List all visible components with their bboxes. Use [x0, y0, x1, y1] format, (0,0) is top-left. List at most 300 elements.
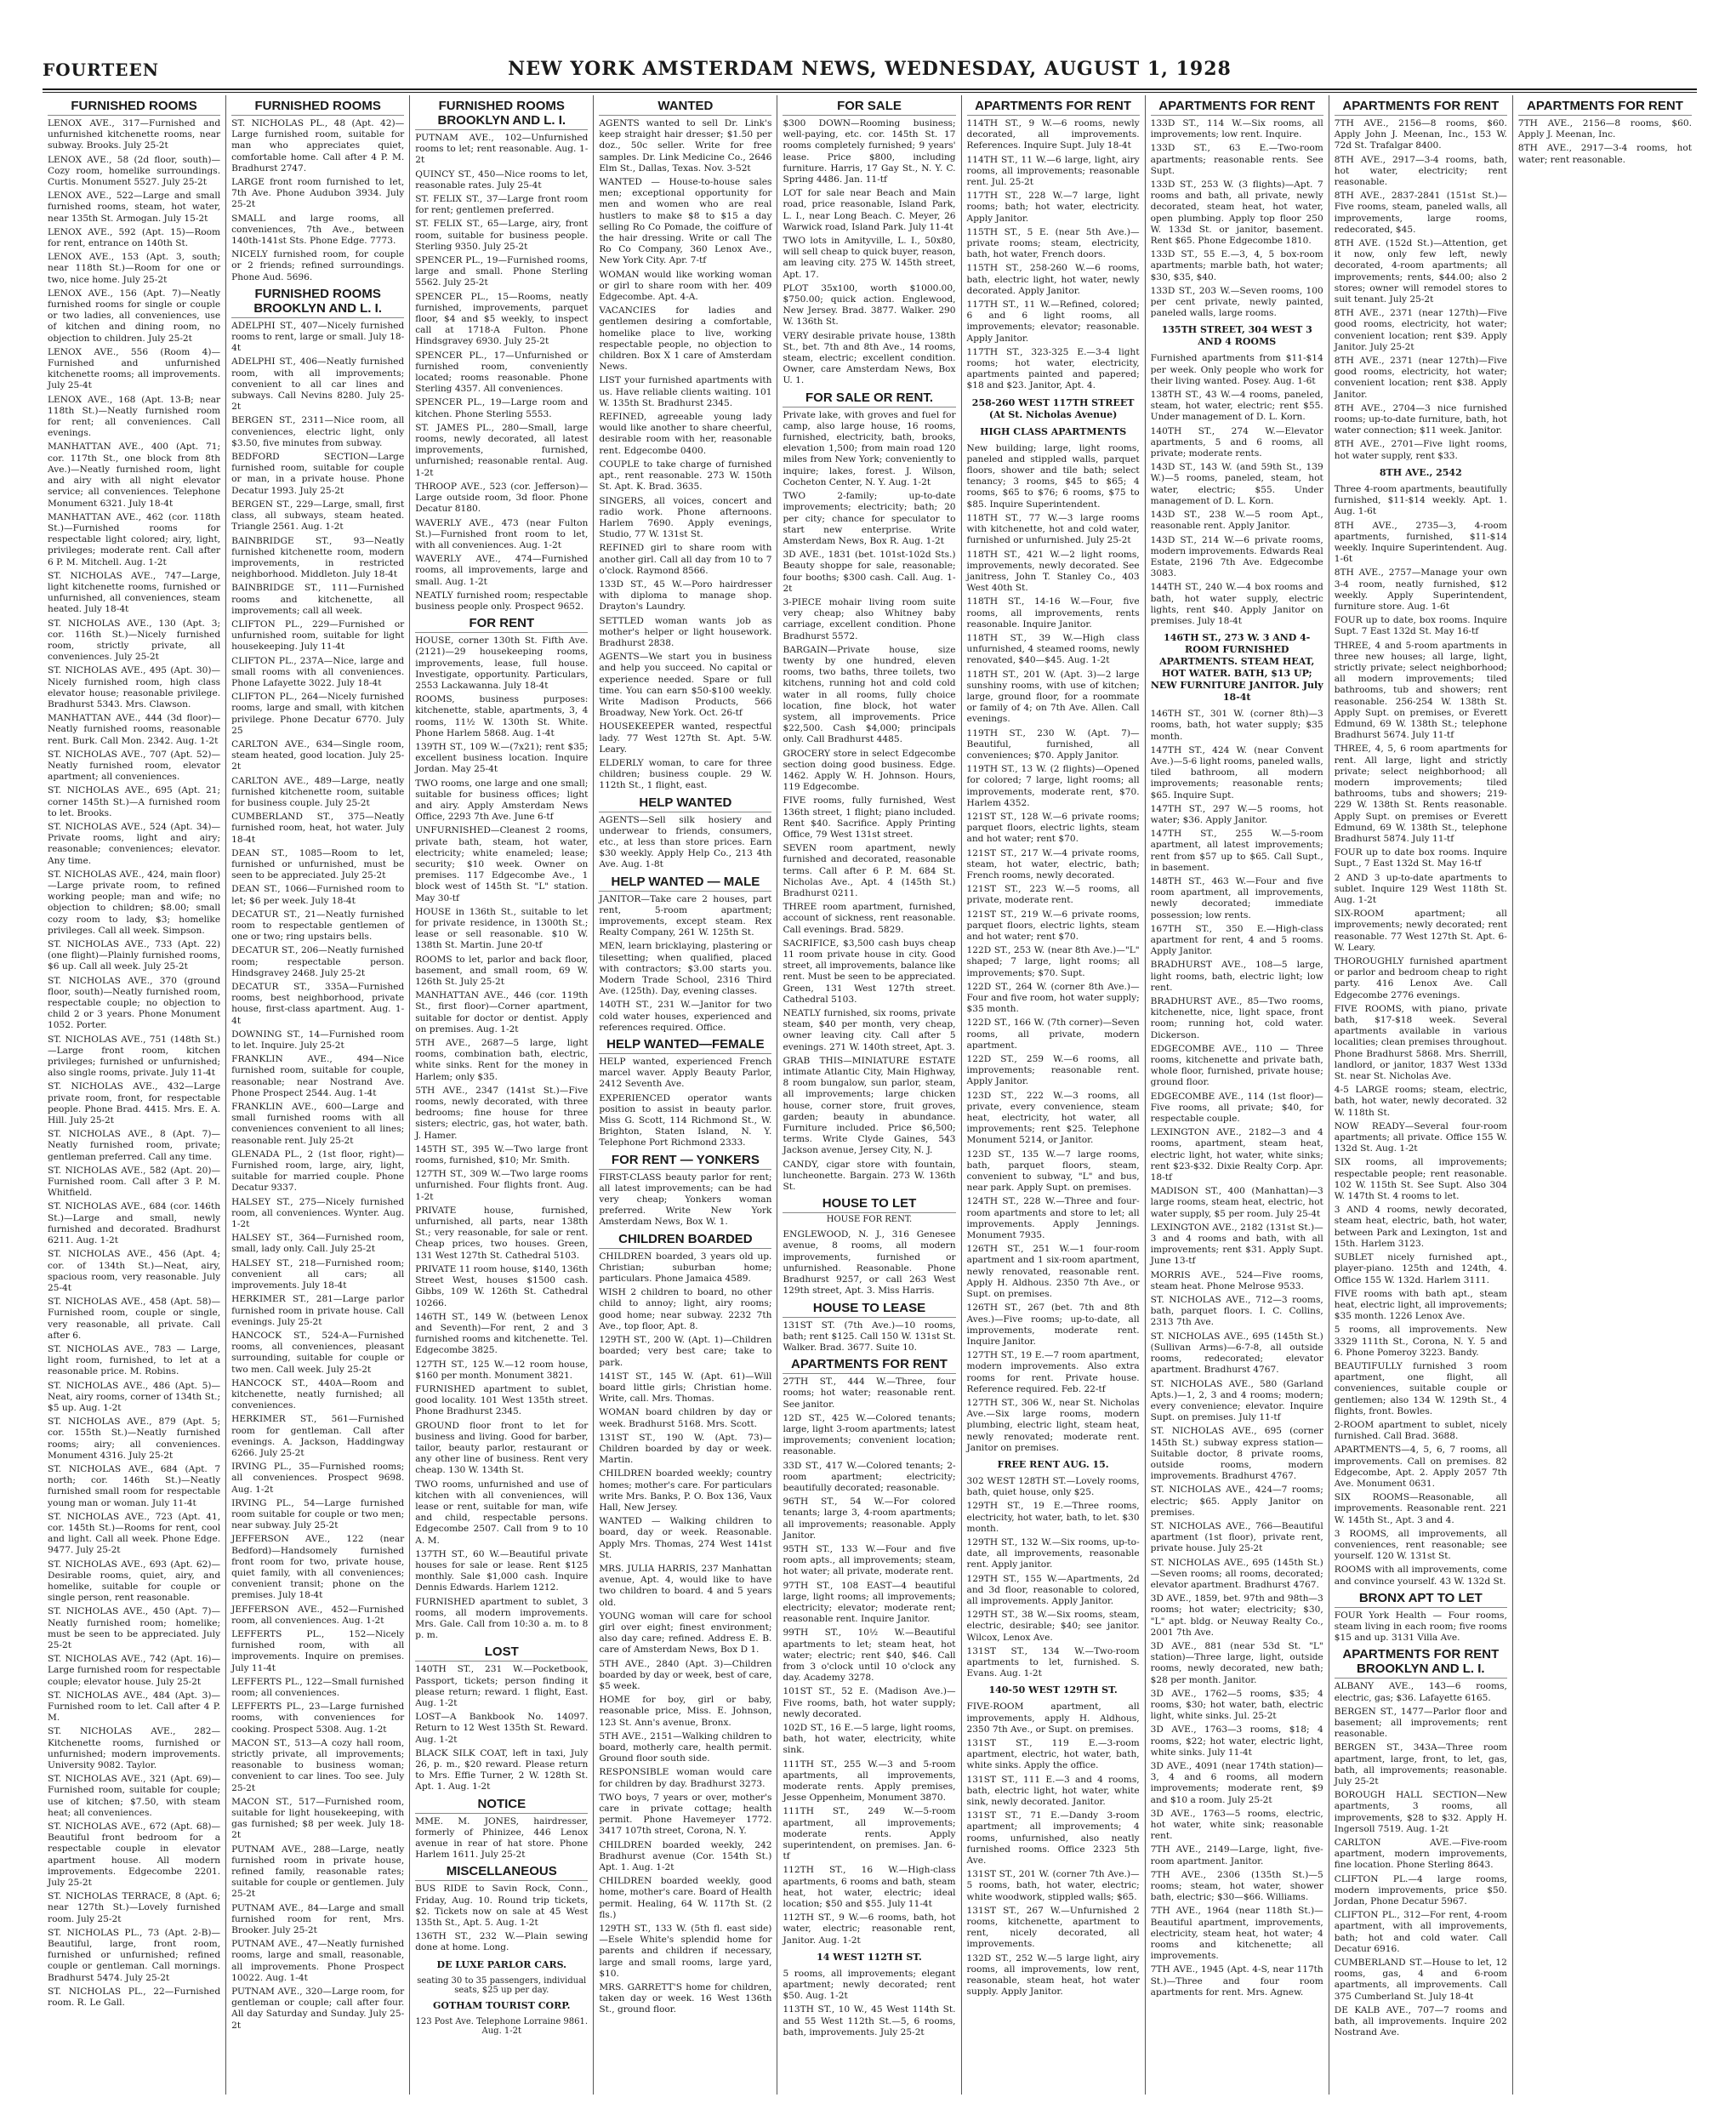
classified-ad: 97TH ST., 108 EAST—4 beautiful large, light rooms; all improvements; electricity; elevator; moderate rent; reasonable rent. Inquire Janitor.: [783, 1580, 956, 1625]
classified-ad: 119TH ST., 230 W. (Apt. 7)—Beautiful, furnished, all conveniences; $70. Apply Janitor.: [966, 727, 1140, 761]
classified-ad: 118TH ST., 77 W.—3 large rooms with kitchenette, hot and cold water, furnished or unfurnished. July 25-2t: [966, 512, 1140, 546]
section-heading: APARTMENTS FOR RENT: [783, 1357, 955, 1374]
classified-ad: WOMAN board children by day or week. Bradhurst 5168. Mrs. Scott.: [599, 1407, 772, 1429]
classified-ad: ST. NICHOLAS AVE., 282—Kitchenette rooms, furnished or unfurnished; modern improvements. University 9082. Taylor.: [48, 1726, 221, 1771]
classified-ad: BUS RIDE to Savin Rock, Conn., Friday, Aug. 10. Round trip tickets, $2. Tickets now on sale at 45 West 135th St., Apt. 5. Aug. 1-2t: [415, 1884, 589, 1929]
classified-ad: PUTNAM AVE., 288—Large, neatly furnished room in private house, refined family, reasonable rates; suitable for couple or gentlemen. July 25-2t: [231, 1844, 405, 1900]
classified-ad: ST. NICHOLAS AVE., 707 (Apt. 52)—Neatly furnished room, elevator apartment; all conveniences.: [48, 749, 221, 783]
classified-ad: 114TH ST., 11 W.—6 large, light, airy rooms, all improvements; reasonable rent. Jul. 25-2t: [966, 154, 1140, 188]
classified-ad: 131ST ST., 134 W.—Two-room apartments to let, furnished. S. Evans. Aug. 1-2t: [966, 1645, 1140, 1679]
classified-ad: PUTNAM AVE., 84—Large and small furnished room for rent, Mrs. Brooker. July 25-2t: [231, 1902, 405, 1936]
classified-ad: ST. NICHOLAS AVE., 580 (Garland Apts.)—1, 2, 3 and 4 rooms; modern; every convenience; elevator. Inquire Supt. on premises. July 11-tf: [1150, 1378, 1323, 1423]
classified-ad: BERGEN ST., 1477—Parlor floor and basement; all improvements; rent reasonable.: [1334, 1706, 1507, 1740]
classified-ad: HELP wanted, experienced French marcel waver. Apply Beauty Parlor, 2412 Seventh Ave.: [599, 1057, 772, 1090]
classified-ad: CLIFTON PL., 229—Furnished or unfurnished room, suitable for light housekeeping. July 11-4t: [231, 618, 405, 653]
classified-ad: Three 4-room apartments, beautifully furnished, $11-$14 weekly. Apt. 1. Aug. 1-6t: [1334, 483, 1507, 517]
display-notice: 14 WEST 112TH ST.: [817, 1951, 922, 1963]
classified-ad: WOMAN would like working woman or girl to share room with her. 409 Edgecombe. Apt. 4-A.: [599, 269, 772, 303]
classified-ad: BRADHURST AVE., 85—Two rooms, kitchenette, nice, light space, front room; running hot, cold water. Dickerson.: [1150, 996, 1323, 1040]
classified-ad: IRVING PL., 35—Furnished rooms; all conveniences. Prospect 9698. Aug. 1-2t: [231, 1462, 405, 1495]
classified-ad: 12D ST., 425 W.—Colored tenants; large, light 3-room apartments; latest improvements; convenient location; reasonable.: [783, 1412, 956, 1457]
classified-ad: ST. NICHOLAS AVE., 783 — Large, light room, furnished, to let at a reasonable price. M. Robins.: [48, 1343, 221, 1377]
notice-subline: seating 30 to 35 passengers, individual seats, $25 up per day.: [417, 1975, 587, 1995]
classified-ad: 117TH ST., 323-325 E.—3-4 light rooms; hot water, electricity, apartments painted and papered; $18 and $23. Janitor, Apt. 4.: [966, 346, 1140, 391]
classified-ad: 121ST ST., 128 W.—6 private rooms; parquet floors, electric lights, steam and hot water; rent $70.: [966, 811, 1140, 845]
section-heading: NOTICE: [415, 1797, 588, 1814]
classified-ad: 102D ST., 16 E.—5 large, light rooms, bath, hot water, electricity, white sink.: [783, 1723, 956, 1756]
column-2: [226, 95, 410, 2095]
classified-ad: 140TH ST., 274 W.—Elevator apartments, 5 and 6 rooms, all private; moderate rents.: [1150, 425, 1323, 459]
classified-ad: CLIFTON PL., 312—For rent, 4-room apartment, with all improvements, bath; hot and cold water. Call Decatur 6916.: [1334, 1910, 1507, 1954]
classified-ad: 144TH ST., 240 W.—4 box rooms and bath, hot water supply, electric lights, rent $40. Apply Janitor on premises. July 18-4t: [1150, 582, 1323, 626]
classified-ad: LOT for sale near Beach and Main road, price reasonable, Island Park, L. I., near Long Beach. C. Meyer, 26 Warwick road, Island Park. July 11-4t: [783, 188, 956, 232]
section-heading: MISCELLANEOUS: [415, 1864, 588, 1881]
classified-ad: FIVE ROOMS, with piano, private bath, $17-$18 week. Several apartments available in various localities; clean premises throughout. Phone Bradhurst 5868. Mrs. Sherrill, landlord, or janitor, 1837 West 133d St. near St. Nicholas Ave.: [1334, 1003, 1507, 1082]
column-4: [594, 95, 777, 2095]
classified-ad: MANHATTAN AVE., 444 (3d floor)—Neatly furnished rooms, reasonable rent. Burk. Call Mon. 2342. Aug. 1-2t: [48, 713, 221, 746]
classified-ad: MANHATTAN AVE., 400 (Apt. 71; cor. 117th St., one block from 8th Ave.)—Neatly furnished room, light and airy with all night elevator service; all conveniences. Telephone Monument 6321. July 18-4t: [48, 442, 221, 509]
classified-ad: CARLTON AVE., 634—Single room, steam heated, good location. July 25-2t: [231, 738, 405, 772]
classified-ad: BLACK SILK COAT, left in taxi, July 26, p. m., $20 reward. Please return to Mrs. Effie Turner, 2 W. 128th St. Apt. 1. Aug. 1-2t: [415, 1747, 589, 1793]
classified-ad: PRIVATE 11 room house, $140, 136th Street West, houses $1500 cash. Gibbs, 109 W. 126th St. Cathedral 10266.: [415, 1263, 589, 1308]
classified-ad: ST. NICHOLAS AVE., 424—7 rooms; electric; $65. Apply Janitor on premises.: [1150, 1485, 1323, 1518]
column-3: [410, 95, 594, 2095]
classified-ad: AGENTS—We start you in business and help you succeed. No capital or experience needed. Spare or full time. You can earn $50-$100 weekly. Write Madison Products, 566 Broadway, New York. Oct. 26-tf: [599, 652, 772, 719]
classified-ad: BERGEN ST., 2311—Nice room, all conveniences, electric light, only $3.50, five minutes from subway.: [231, 415, 405, 448]
classified-ad: 111TH ST., 255 W.—3 and 5-room apartments, all improvements, moderate rents. Apply premises, Jesse Oppenheim, Monument 3870.: [783, 1758, 956, 1804]
classified-ad: 133D ST., 253 W. (3 flights)—Apt. 7 rooms and bath, all private, newly decorated, steam heat, hot water, open plumbing. Apply top floor 250 W. 133d St. or janitor, basement. Rent $65. Phone Edgecombe 1810.: [1150, 180, 1323, 247]
classified-ad: 143D ST., 214 W.—6 private rooms, modern improvements. Edwards Real Estate, 2196 7th Ave. Edgecombe 3083.: [1150, 534, 1323, 579]
classified-ad: 123D ST., 135 W.—7 large rooms, bath, parquet floors, steam, convenient to subway, "L" and bus, near park. Apply Supt. on premises.: [966, 1148, 1140, 1194]
classified-ad: CARLTON AVE.—Five-room apartment, modern improvements, fine location. Phone Sterling 8643.: [1334, 1838, 1507, 1871]
display-notice: FREE RENT AUG. 15.: [997, 1458, 1109, 1470]
classified-ad: 122D ST., 166 W. (7th corner)—Seven rooms, all private, modern apartment.: [966, 1017, 1140, 1051]
classified-ad: 118TH ST., 421 W.—2 light rooms, improvements, newly decorated. See janitress, John T. Stanley Co., 403 West 40th St.: [966, 549, 1140, 594]
classified-ad: GROUND floor front to let for business and living. Good for barber, tailor, beauty parlor, restaurant or any other line of business. Rent very cheap. 130 W. 134th St.: [415, 1420, 589, 1476]
classified-ad: CHILDREN boarded, 3 years old up. Christian; suburban home; particulars. Phone Jamaica 4589.: [599, 1251, 772, 1285]
classified-ad: IRVING PL., 54—Large furnished room suitable for couple or two men; near subway. July 25-2t: [231, 1497, 405, 1531]
classified-ad: WISH 2 children to board, no other child to annoy; light, airy rooms; good home; near subway. 2232 7th Ave., top floor, Apt. 8.: [599, 1287, 772, 1331]
display-notice: 140-50 WEST 129TH ST.: [988, 1684, 1118, 1696]
classified-ad: ST. NICHOLAS AVE., 524 (Apt. 34)—Private rooms, light and airy; reasonable; conveniences; elevator. Any time.: [48, 821, 221, 866]
classified-ad: 131ST ST., 190 W. (Apt. 73)—Children boarded by day or week. Martin.: [599, 1432, 772, 1466]
classified-ad: 2-ROOM apartment to sublet, nicely furnished. Call Brad. 3688.: [1334, 1419, 1507, 1442]
column-1: [43, 95, 226, 2095]
classified-ad: 7TH AVE., 1964 (near 118th St.)—Beautiful apartment, improvements, electricity, steam heat, hot water; 4 rooms and kitchenette; all improvements.: [1150, 1906, 1323, 1962]
classified-ad: SACRIFICE, $3,500 cash buys cheap 11 room private house in city. Good street, all improvements, balance like rent. Must be seen to be appreciated. Green, 131 West 127th street. Cathedral 5103.: [783, 938, 956, 1005]
classified-ad: VACANCIES for ladies and gentlemen desiring a comfortable, homelike place to live, working respectable people, no objection to children. Box X 1 care of Amsterdam News.: [599, 305, 772, 373]
classified-ad: BAINBRIDGE ST., 111—Furnished rooms and kitchenette, all improvements; call all week.: [231, 583, 405, 616]
classified-ad: FRANKLIN AVE., 494—Nice furnished room, suitable for couple, reasonable; near Nostrand Ave. Phone Prospect 2544. Aug. 1-4t: [231, 1054, 405, 1098]
section-heading: APARTMENTS FOR RENT: [1335, 99, 1507, 116]
classified-ad: 114TH ST., 9 W.—6 rooms, newly decorated, all improvements. References. Inquire Supt. July 18-4t: [966, 118, 1140, 151]
classified-ad: ST. NICHOLAS AVE., 495 (Apt. 30)—Nicely furnished room, high class elevator house; reasonable privilege. Bradhurst 5343. Mrs. Clawson.: [48, 665, 221, 710]
classified-ad: ST. NICHOLAS AVE., 684 (Apt. 7 north; cor. 146th St.)—Neatly furnished small room for respectable young man or woman. July 11-4t: [48, 1463, 221, 1508]
display-notice: GOTHAM TOURIST CORP.: [433, 1999, 571, 2011]
classified-ad: APARTMENTS—4, 5, 6, 7 rooms, all improvements. Call on premises. 82 Edgecombe, Apt. 2. Apply 2057 7th Ave. Monument 0631.: [1334, 1445, 1507, 1489]
classified-ad: ST. NICHOLAS AVE., 432—Large private room, front, for respectable people. Phone Brad. 4415. Mrs. E. A. Hill. July 25-2t: [48, 1081, 221, 1126]
classified-ad: 129TH ST., 38 W.—Six rooms, steam, electric, desirable; $40; see janitor. Wilcox, Lenox Ave.: [966, 1610, 1140, 1643]
classified-ad: 147TH ST., 424 W. (near Convent Ave.)—5-6 light rooms, paneled walls, tiled bathroom, all modern improvements; reasonable rents; $65. Inquire Supt.: [1150, 744, 1323, 801]
classified-ad: 302 WEST 128TH ST.—Lovely rooms, bath, quiet house, only $25.: [966, 1475, 1140, 1498]
classified-ad: CLIFTON PL., 237A—Nice, large and small rooms with all conveniences. Phone Lafayette 3022. July 18-4t: [231, 655, 405, 688]
classified-ad: 5TH AVE., 2347 (141st St.)—Five rooms, newly decorated, with three bedrooms; fine house for three sisters; electric, gas, hot water, bath. J. Hamer.: [415, 1085, 589, 1141]
classified-ad: HERKIMER ST., 281—Large parlor furnished room in private house. Call evenings. July 25-2t: [231, 1294, 405, 1327]
classified-ad: ST. NICHOLAS AVE., 582 (Apt. 20)—Furnished room. Call after 3 P. M. Whitfield.: [48, 1165, 221, 1199]
classified-ad: 3-PIECE mohair living room suite very cheap; also Whitney baby carriage, excellent condition. Phone Bradhurst 5572.: [783, 596, 956, 641]
classified-ad: LIST your furnished apartments with us. Have reliable clients waiting. 101 W. 135th St. Bradhurst 2345.: [599, 375, 772, 408]
classified-ad: ST. NICHOLAS AVE., 751 (148th St.)—Large front room, kitchen privileges; furnished or unfurnished; also single rooms, private. July 11-4t: [48, 1034, 221, 1079]
classified-ad: LOST—A Bankbook No. 14097. Return to 12 West 135th St. Reward. Aug. 1-2t: [415, 1712, 589, 1745]
classified-ad: 3 ROOMS, all improvements, all conveniences, rent reasonable; see yourself. 120 W. 131st St.: [1334, 1528, 1507, 1562]
classified-ad: THOROUGHLY furnished apartment or parlor and bedroom cheap to right party. 416 Lenox Ave. Call Edgecombe 2776 evenings.: [1334, 956, 1507, 1000]
section-heading: HELP WANTED — MALE: [599, 875, 771, 892]
classified-ad: LEXINGTON AVE., 2182—3 and 4 rooms, apartment, steam heat, electric light, hot water, white sinks; rent $23-$32. Dixie Realty Corp. Apr. 18-tf: [1150, 1127, 1323, 1183]
classified-ad: EDGECOMBE AVE., 114 (1st floor)—Five rooms, all private; $40, for respectable couple.: [1150, 1091, 1323, 1125]
section-heading: FOR SALE: [783, 99, 955, 116]
classified-ad: 129TH ST., 19 E.—Three rooms, electricity, hot water, bath, to let. $30 month.: [966, 1501, 1140, 1534]
classified-ad: ST. NICHOLAS AVE., 672 (Apt. 68)—Beautiful front bedroom for a respectable couple in elevator apartment house. All modern improvements. Edgecombe 2201. July 25-2t: [48, 1821, 221, 1889]
classified-ad: LENOX AVE., 317—Furnished and unfurnished kitchenette rooms, near subway. Brooks. July 25-2t: [48, 118, 221, 151]
classified-ad: 3D AVE., 1763—5 rooms, electric, hot water, white sink; reasonable rent.: [1150, 1808, 1323, 1842]
classified-ad: SETTLED woman wants job as mother's helper or light housework. Bradhurst 2838.: [599, 615, 772, 648]
classified-ad: SINGERS, all voices, concert and radio work. Phone afternoons. Harlem 7690. Apply evenings, Studio, 77 W. 131st St.: [599, 495, 772, 540]
classified-ad: 3D AVE., 1831 (bet. 101st-102d Sts.) Beauty shoppe for sale, reasonable; four booths; $300 cash. Call. Aug. 1-2t: [783, 550, 956, 594]
classified-ad: THROOP AVE., 523 (cor. Jefferson)—Large outside room, 3d floor. Phone Decatur 8180.: [415, 481, 589, 515]
classified-ad: 131ST ST., 119 E.—3-room apartment, electric, hot water, bath, white sinks. Apply the office.: [966, 1738, 1140, 1771]
classified-ad: JEFFERSON AVE., 122 (near Bedford)—Handsomely furnished front room for two, private house, quiet family, with all conveniences; convenient transit; phone on the premises. July 18-4t: [231, 1534, 405, 1601]
classified-ad: DECATUR ST., 21—Neatly furnished room to respectable gentlemen of one or two; ring upstairs bells.: [231, 909, 405, 943]
classified-ad: HOUSE in 136th St., suitable to let for private residence, in 1300th St.; lease or sell reasonable. $10 W. 138th St. Martin. June 20-tf: [415, 906, 589, 951]
classified-ad: NICELY furnished room, for couple or 2 friends; refined surroundings. Phone Aud. 5696.: [231, 249, 405, 282]
page-number: FOURTEEN: [43, 60, 159, 80]
classified-ad: Furnished apartments from $11-$14 per week. Only people who work for their living wanted. Posey. Aug. 1-6t: [1150, 353, 1323, 386]
classified-ad: 5 rooms, all improvements. New 3329 111th St., Corona, N. Y. 5 and 6. Phone Pomeroy 3223. Bandy.: [1334, 1325, 1507, 1358]
classified-ad: LEFFERTS PL., 122—Small furnished room; all conveniences.: [231, 1676, 405, 1698]
classified-ad: 119TH ST., 13 W. (2 flights)—Opened for colored; 7 large, light rooms; all improvements, moderate rent, $70. Harlem 4352.: [966, 764, 1140, 808]
classified-ad: Private lake, with groves and fuel for camp, also large house, 16 rooms, furnished, electricity, bath, brooks, elevation 1,500; from main road 120 miles from New York; conveniently to inquire; lakes, forest. J. Wilson, Cocheton Center, N. Y. Aug. 1-2t: [783, 409, 956, 487]
classified-ad: 143D ST., 143 W. (and 59th St., 139 W.)—5 rooms, paneled, steam, hot water, electric; $55. Under management of D. L. Korn.: [1150, 462, 1323, 506]
classified-ad: 131ST ST., 201 W. (corner 7th Ave.)—5 rooms, bath, hot water, electric; white woodwork, stippled walls; $65.: [966, 1869, 1140, 1902]
display-notice: DE LUXE PARLOR CARS.: [436, 1958, 567, 1970]
section-heading: FURNISHED ROOMS: [231, 99, 404, 116]
classified-ad: ST. NICHOLAS AVE., 321 (Apt. 69)—Furnished room, suitable for couple; use of kitchen; $7.50, with steam heat; all conveniences.: [48, 1774, 221, 1818]
classified-ad: ST. NICHOLAS AVE., 484 (Apt. 3)—Furnished room to let. Call after 4 P. M.: [48, 1690, 221, 1724]
classified-ad: FIVE rooms, fully furnished, West 136th street, 1 flight; piano included. Rent $40. Sacrifice. Apply Printing Office, 79 West 131st street.: [783, 795, 956, 840]
classified-ad: 139TH ST., 109 W.—(7x21); rent $35; excellent business location. Inquire Jordan. May 25-4t: [415, 741, 589, 775]
classified-ad: PLOT 35x100, worth $1000.00, $750.00; quick action. Englewood, New Jersey. Brad. 3877. Walker. 290 W. 136th St.: [783, 282, 956, 328]
classified-ad: 7TH AVE., 1945 (Apt. 4-S, near 117th St.)—Three and four room apartments for rent. Mrs. Agnew.: [1150, 1964, 1323, 1998]
classified-ad: YOUNG woman will care for school girl over eight; finest environment; also day care; refined. Address E. B. care of Amsterdam News, Box D 1.: [599, 1610, 772, 1656]
classified-ad: ST. NICHOLAS PL., 48 (Apt. 42)—Large furnished room, suitable for man who appreciates quiet, comfortable home. Call after 4 P. M. Bradhurst 2747.: [231, 118, 405, 174]
classified-ad: EXPERIENCED operator wants position to assist in beauty parlor. Miss G. Scott, 114 Richmond St., W. Brighton, Staten Island, N. Y. Telephone Port Richmond 2333.: [599, 1092, 772, 1148]
classified-ad: MANHATTAN AVE., 446 (cor. 119th St., first floor)—Corner apartment, suitable for doctor or dentist. Apply on premises. Aug. 1-2t: [415, 990, 589, 1035]
section-heading: APARTMENTS FOR RENT: [967, 99, 1140, 116]
column-9: [1513, 95, 1697, 2095]
classified-ad: GROCERY store in select Edgecombe section doing good business. Edge. 1462. Apply W. H. Johnson. Hours, 119 Edgecombe.: [783, 748, 956, 793]
classified-ad: 95TH ST., 133 W.—Four and five room apts., all improvements; steam, hot water; all private, moderate rent.: [783, 1543, 956, 1577]
classified-ad: SIX ROOMS—Reasonable, all improvements. Reasonable rent. 221 W. 145th St., Apt. 3 and 4.: [1334, 1492, 1507, 1525]
classified-ad: ROOMS with all improvements, come and convince yourself. 43 W. 132d St.: [1334, 1565, 1507, 1587]
section-heading: CHILDREN BOARDED: [599, 1232, 771, 1249]
classified-ad: ST. NICHOLAS AVE., 695 (145th St.)—Seven rooms; all rooms, decorated; elevator apartment. Bradhurst 4767.: [1150, 1557, 1323, 1590]
classified-ad: 118TH ST., 201 W. (Apt. 3)—2 large sunshiny rooms, with use of kitchen; large, ground floor, for a roommate or family of 4; on 7th Ave. Allen. Call evenings.: [966, 669, 1140, 725]
classified-ad: CUMBERLAND ST., 375—Neatly furnished room, heat, hot water. July 18-4t: [231, 812, 405, 845]
classified-ad: 4-5 LARGE rooms; steam, electric, bath, hot water, newly decorated. 32 W. 118th St.: [1334, 1085, 1507, 1118]
classified-ad: ENGLEWOOD, N. J., 316 Genesee avenue, 8 rooms, all modern improvements, furnished or unfurnished. Reasonable. Phone Bradhurst 9257, or call 263 West 129th street, Apt. 3. Miss Harris.: [783, 1229, 956, 1297]
column-8: [1329, 95, 1513, 2095]
newspaper-title: NEW YORK AMSTERDAM NEWS, WEDNESDAY, AUGUST 1, 1928: [508, 58, 1232, 80]
classified-ad: ST. NICHOLAS AVE., 130 (Apt. 3; cor. 116th St.)—Nicely furnished room, strictly private, all conveniences. July 25-2t: [48, 618, 221, 663]
classified-ad: BERGEN ST., 343A—Three room apartment, large, front, to let, gas, bath, all improvements; reasonable. July 25-2t: [1334, 1742, 1507, 1787]
classified-ad: LENOX AVE., 522—Large and small furnished rooms, steam, hot water, near 135th St. Armogan. July 15-2t: [48, 191, 221, 224]
classified-ad: ST. NICHOLAS PL., 73 (Apt. 2-B)—Beautiful, large, front room, furnished or unfurnished; refined couple or gentleman. Call mornings. Bradhurst 5474. July 25-2t: [48, 1927, 221, 1983]
classified-ad: 8TH AVE., 2371 (near 127th)—Five good rooms, electricity, hot water; convenient location; rent $39. Apply Janitor. July 25-2t: [1334, 308, 1507, 352]
classified-ad: 5TH AVE., 2687—5 large, light rooms, combination bath, electric, white sinks. Rent for the money in Harlem; only $35.: [415, 1038, 589, 1082]
classified-ad: 146TH ST., 149 W. (between Lenox and Seventh)—For rent, 2 and 3 furnished rooms and kitchenette. Tel. Edgecombe 3825.: [415, 1311, 589, 1356]
classified-ad: 5 rooms, all improvements; elegant apartment; newly decorated; rent $50. Aug. 1-2t: [783, 1968, 956, 2002]
classified-ad: ST. NICHOLAS PL., 22—Furnished room. R. Le Gall.: [48, 1986, 221, 2009]
classified-ad: 121ST ST., 217 W.—4 private rooms, steam, hot water, electric, bath; French rooms, newly decorated.: [966, 847, 1140, 881]
classified-ad: ST. NICHOLAS AVE., 712—3 rooms, bath, parquet floors. I. C. Collins, 2313 7th Ave.: [1150, 1295, 1323, 1328]
classified-ad: THREE, 4 and 5-room apartments in three new houses; all large, light, strictly private; select neighborhood; all modern improvements; tiled bathrooms, tub and showers; rent reasonable. 256-254 W. 138th St. Apply Supt. on premises, or Everett Edmund, 69 W. 138th St.; telephone Bradhurst 5674. July 11-tf: [1334, 640, 1507, 741]
classified-ad: 126TH ST., 267 (bet. 7th and 8th Aves.)—Five rooms; up-to-date, all improvements, moderate rent. Inquire Janitor.: [966, 1302, 1140, 1347]
classified-ad: 131ST ST., 71 E.—Dandy 3-room apartment; all improvements; 4 rooms, unfurnished, also neatly furnished rooms. Office 2323 5th Ave.: [966, 1810, 1140, 1867]
classified-ad: NOW READY—Several four-room apartments; all private. Office 155 W. 132d St. Aug. 1-2t: [1334, 1120, 1507, 1154]
classified-ad: REFINED girl to share room with another girl. Call all day from 10 to 7 o'clock. Raymond 8566.: [599, 543, 772, 576]
classified-ad: 3D AVE., 1859, bet. 97th and 98th—3 rooms; hot water; electricity; $30, "L" apt. bldg. or Neuway Realty Co., 2001 7th Ave.: [1150, 1593, 1323, 1638]
classified-ad: AGENTS—Sell silk hosiery and underwear to friends, consumers, etc., at less than store prices. Earn $30 weekly. Apply Help Co., 213 4th Ave. Aug. 1-8t: [599, 814, 772, 870]
display-notice: 258-260 WEST 117TH STREET (At St. Nicholas Avenue): [971, 396, 1135, 420]
section-heading: FURNISHED ROOMS BROOKLYN AND L. I.: [415, 99, 588, 130]
classified-ad: HALSEY ST., 364—Furnished room, small, lady only. Call. July 25-2t: [231, 1233, 405, 1255]
classified-ad: ADELPHI ST., 407—Nicely furnished rooms to rent, large or small. July 18-4t: [231, 320, 405, 354]
classified-ad: CHILDREN boarded weekly, 242 Bradhurst avenue (Cor. 154th St.) Apt. 1. Aug. 1-2t: [599, 1839, 772, 1873]
classified-ad: ROOMS, business purposes: kitchenette, stable, apartments, 3, 4 rooms, 11½ W. 130th St. White. Phone Harlem 5868. Aug. 1-4t: [415, 694, 589, 738]
classified-ad: TWO rooms, unfurnished and use of kitchen with all conveniences, will lease or rent, suitable for man, wife and child, respectable persons. Edgecombe 2507. Call from 9 to 10 A. M.: [415, 1479, 589, 1546]
classified-ad: 112TH ST., 9 W.—6 rooms, bath, hot water, electric; reasonable rent, Janitor. Aug. 1-2t: [783, 1912, 956, 1946]
classified-ad: BERGEN ST., 229—Large, small, first class, all subways, steam heated. Triangle 2561. Aug. 1-2t: [231, 499, 405, 533]
classified-ad: 8TH AVE., 2371 (near 127th)—Five good rooms, electricity, hot water; convenient location; rent $38. Apply Janitor.: [1334, 356, 1507, 400]
classified-ad: ST. FELIX ST., 65—Large, airy, front room, suitable for business people. Sterling 9350. July 25-2t: [415, 219, 589, 252]
classified-ad: New building; large, light rooms, paneled and stippled walls, parquet floors, shower and tile bath; select tenancy; 3 rooms, $45 to $65; 4 rooms, $65 to $76; 6 rooms, $75 to $85. Inquire Superintendent.: [966, 442, 1140, 510]
classified-ad: FIRST-CLASS beauty parlor for rent; all latest improvements; can be had very cheap; Yonkers woman preferred. Write New York Amsterdam News, Box W. 1.: [599, 1171, 772, 1228]
classified-ad: ST. NICHOLAS AVE., 693 (Apt. 62)—Desirable rooms, quiet, airy, and homelike, suitable for couple or single person, rent reasonable.: [48, 1559, 221, 1604]
classified-ad: MEN, learn bricklaying, plastering or tilesetting; when qualified, placed with contractors; $3.00 starts you. Modern Trade School, 2316 Third Ave. (125th). Day, evening classes.: [599, 941, 772, 997]
classified-ad: MME. M. JONES, hairdresser, formerly of Phinizee, 446 Lenox avenue in rear of hat store. Phone Harlem 1611. July 25-2t: [415, 1815, 589, 1861]
section-heading: HOUSE TO LEASE: [783, 1301, 955, 1318]
classified-ad: 127TH ST., 309 W.—Two large rooms unfurnished. Four flights front. Aug. 1-2t: [415, 1169, 589, 1202]
classified-ad: 133D ST., 63 E.—Two-room apartments; reasonable rents. See Supt.: [1150, 143, 1323, 176]
classified-ad: 126TH ST., 251 W.—1 four-room apartment and 1 six-room apartment, newly renovated, reasonable rent. Apply H. Aldhous. 2350 7th Ave., or Supt. on premises.: [966, 1244, 1140, 1300]
classified-ad: DEAN ST., 1066—Furnished room to let; $6 per week. July 18-4t: [231, 884, 405, 906]
classified-ad: MADISON ST., 400 (Manhattan)—3 large rooms, steam heat, electric, hot water supply, $5 per room. July 25-4t: [1150, 1186, 1323, 1219]
classified-ad: FOUR up to date box rooms. Inquire Supt., 7 East 132d St. May 16-tf: [1334, 847, 1507, 869]
classified-ad: ST. NICHOLAS AVE., 450 (Apt. 7)—Neatly furnished room; homelike; must be seen to be appreciated. July 25-2t: [48, 1606, 221, 1650]
section-heading: HOUSE TO LET: [783, 1196, 955, 1213]
classified-ad: SPENCER PL., 19—Furnished rooms, large and small. Phone Sterling 5562. July 25-2t: [415, 255, 589, 288]
classified-ad: TWO 2-family; up-to-date improvements; electricity; bath; 20 per city; chance for speculator to start new enterprise. Write Amsterdam News, Box R. Aug. 1-2t: [783, 491, 956, 546]
section-heading: LOST: [415, 1644, 588, 1661]
display-notice: HIGH CLASS APARTMENTS: [980, 425, 1127, 437]
masthead-rule-thin: [43, 92, 1697, 93]
classified-ad: BEDFORD SECTION—Large furnished room, suitable for couple or man, in a private house. Phone Decatur 1993. July 25-2t: [231, 452, 405, 496]
classified-ad: 148TH ST., 463 W.—Four and five room apartment, all improvements, newly decorated; immediate possession; low rents.: [1150, 875, 1323, 921]
classified-ad: MACON ST., 513—A cozy hall room, strictly private, all improvements; reasonable to business woman; convenient to car lines. Too see. July 25-2t: [231, 1737, 405, 1793]
classified-ad: SUBLET nicely furnished apt., player-piano. 125th and 124th, 4. Office 155 W. 132d. Harlem 3111.: [1334, 1252, 1507, 1285]
classified-ad: 122D ST., 253 W. (near 8th Ave.)—"L" shaped; 7 large, light rooms; all improvements; $70. Supt.: [966, 945, 1140, 978]
classified-ad: 117TH ST., 228 W.—7 large, light rooms; bath; hot water, electricity. Apply Janitor.: [966, 191, 1140, 224]
classified-ad: 8TH AVE., 2917—3-4 rooms, bath, hot water, electricity; rent reasonable.: [1334, 154, 1507, 188]
classified-ad: ST. NICHOLAS TERRACE, 8 (Apt. 6; near 127th St.)—Lovely furnished room. July 25-2t: [48, 1891, 221, 1924]
section-heading: FOR RENT — YONKERS: [599, 1153, 771, 1170]
classified-ad: HANCOCK ST., 440A—Room and kitchenette, neatly furnished; all conveniences.: [231, 1377, 405, 1411]
classified-ad: LENOX AVE., 58 (2d floor, south)—Cozy room, homelike surroundings. Curtis. Monument 5527. July 25-2t: [48, 154, 221, 188]
classified-ad: ST. NICHOLAS AVE., 458 (Apt. 58)—Furnished room, couple or single, very reasonable, all private. Call after 6.: [48, 1297, 221, 1341]
classified-ad: MRS. JULIA HARRIS, 237 Manhattan avenue, Apt. 4, would like to have two children to board. 4 and 5 years old.: [599, 1563, 772, 1608]
classified-ad: MACON ST., 517—Furnished room, suitable for light housekeeping, with gas furnished; $8 per week. July 18-2t: [231, 1796, 405, 1841]
classified-ad: $300 DOWN—Rooming business; well-paying, etc. cor. 145th St. 17 rooms completely furnished; 9 years' lease. Price $800, including furniture. Harris, 17 Gay St., N. Y. C. Spring 4486. Jan. 11-tf: [783, 118, 956, 185]
classified-ad: HOUSE, corner 130th St. Fifth Ave. (2121)—29 housekeeping rooms, improvements, lease, full house. Investigate, opportunity. Particulars, 2553 Lackawanna. July 18-4t: [415, 636, 589, 691]
section-heading: BRONX APT TO LET: [1335, 1591, 1507, 1608]
classified-ad: 33D ST., 417 W.—Colored tenants; 2-room apartment; electricity; beautifully decorated; reasonable.: [783, 1460, 956, 1493]
classified-ad: JEFFERSON AVE., 452—Furnished room, all conveniences. Aug. 1-2t: [231, 1604, 405, 1626]
classified-ad: BRADHURST AVE., 108—5 large, light rooms, bath, electric light; low rent.: [1150, 960, 1323, 993]
classified-ad: 8TH AVE. (152d St.)—Attention, get it now, only few left, newly decorated, 4-room apartments; all improvements; rents, $44.00; also 2 stores; owner will remodel stores to suit tenant. July 25-2t: [1334, 238, 1507, 305]
classified-ad: LENOX AVE., 168 (Apt. 13-B; near 118th St.)—Neatly furnished room for rent; all conveniences. Call evenings.: [48, 394, 221, 439]
classified-ad: ST. NICHOLAS AVE., 879 (Apt. 5; cor. 155th St.)—Neatly furnished rooms; airy; all conveniences. Monument 4316. July 25-2t: [48, 1416, 221, 1461]
classified-ad: 122D ST., 259 W.—6 rooms, all improvements; reasonable rent. Apply Janitor.: [966, 1054, 1140, 1087]
classified-ad: HANCOCK ST., 524-A—Furnished rooms, all conveniences, pleasant surrounding, suitable for couple or two men. Call week. July 25-2t: [231, 1330, 405, 1375]
classified-ad: GLENADA PL., 2 (1st floor, right)—Furnished room, large, airy, light, suitable for married couple. Phone Decatur 9337.: [231, 1148, 405, 1194]
section-heading: FOR SALE OR RENT.: [783, 390, 955, 408]
classified-ad: BAINBRIDGE ST., 93—Neatly furnished kitchenette room, modern improvements, in restricted neighborhood. Middleton. July 18-4t: [231, 535, 405, 580]
classified-ad: 140TH ST., 231 W.—Janitor for two cold water houses, experienced and references required. Office.: [599, 1000, 772, 1033]
classified-ad: 7TH AVE., 2156—8 rooms, $60. Apply John J. Meenan, Inc., 153 W. 72d St. Trafalgar 8400.: [1334, 118, 1507, 151]
classified-ad: ST. NICHOLAS AVE., 695 (corner 145th St.) subway express station—Suitable doctor, 8 private rooms, outside rooms, modern improvements. Bradhurst 4767.: [1150, 1426, 1323, 1482]
classified-ad: HERKIMER ST., 561—Furnished room for gentleman. Call after evenings. A. Jackson, Haddingway 6266. July 25-2t: [231, 1414, 405, 1458]
classified-ad: DECATUR ST., 206—Neatly furnished room; respectable person. Hindsgravey 2468. July 25-2t: [231, 945, 405, 978]
display-notice: 135TH STREET, 304 WEST 3 AND 4 ROOMS: [1161, 324, 1312, 348]
classified-columns: [43, 95, 1697, 2095]
classified-ad: SIX rooms, all improvements; respectable people; rent reasonable. 102 W. 115th St. See Supt. Also 304 W. 147th St. 4 rooms to let.: [1334, 1157, 1507, 1202]
classified-ad: 146TH ST., 301 W. (corner 8th)—3 rooms, bath, hot water supply; $35 month.: [1150, 709, 1323, 742]
classified-ad: ST. NICHOLAS AVE., 742 (Apt. 16)—Large furnished room for respectable couple; elevator house. July 25-2t: [48, 1654, 221, 1687]
display-notice: 8TH AVE., 2542: [1379, 466, 1462, 478]
classified-ad: DE KALB AVE., 707—7 rooms and bath, all improvements. Inquire 202 Nostrand Ave.: [1334, 2004, 1507, 2038]
classified-ad: 115TH ST., 5 E. (near 5th Ave.)—private rooms; steam, electricity, bath, hot water, French doors.: [966, 226, 1140, 260]
classified-ad: ALBANY AVE., 143—6 rooms, electric, gas; $36. Lafayette 6165.: [1334, 1681, 1507, 1703]
classified-ad: 8TH AVE., 2837-2841 (151st St.)—Five rooms, steam, paneled walls, all improvements, large rooms, redecorated, $45.: [1334, 191, 1507, 235]
classified-ad: HALSEY ST., 275—Nicely furnished room, all conveniences. Wynter. Aug. 1-2t: [231, 1196, 405, 1230]
classified-ad: 121ST ST., 219 W.—6 private rooms, parquet floors, electric lights, steam and hot water; rent $70.: [966, 909, 1140, 942]
classified-ad: FIVE-ROOM apartment, all improvements, apply H. Aldhous, 2350 7th Ave., or Supt. on premises.: [966, 1701, 1140, 1735]
column-5: [777, 95, 961, 2095]
classified-ad: 7TH AVE., 2149—Large, light, five-room apartment. Janitor.: [1150, 1844, 1323, 1867]
classified-ad: TWO lots in Amityville, L. I., 50x80, will sell cheap to quick buyer, reason, am leaving city. 275 W. 145th street, Apt. 17.: [783, 236, 956, 280]
display-notice: 146TH ST., 273 W. 3 AND 4-ROOM FURNISHED APARTMENTS. STEAM HEAT, HOT WATER. BATH, $13 UP; NEW FURNITURE JANITOR. July 18-4t: [1150, 632, 1323, 704]
classified-ad: ST. NICHOLAS AVE., 723 (Apt. 41, cor. 145th St.)—Rooms for rent, cool and light. Call all week. Phone Edge. 9477. July 25-2t: [48, 1511, 221, 1556]
classified-ad: FOUR up to date, box rooms. Inquire Supt. 7 East 132d St. May 16-tf: [1334, 615, 1507, 637]
classified-ad: 127TH ST., 19 E.—7 room apartment, modern improvements. Also extra rooms for rent. Private house. Reference required. Feb. 22-tf: [966, 1350, 1140, 1394]
classified-ad: ST. NICHOLAS AVE., 733 (Apt. 22) (one flight)—Plainly furnished rooms, $6 up. Call all week. July 25-2t: [48, 939, 221, 972]
classified-ad: LENOX AVE., 153 (Apt. 3, south; near 118th St.)—Room for one or two, nice home. July 25-2t: [48, 252, 221, 285]
classified-ad: FIVE rooms with bath apt., steam heat, electric light, all improvements; $35 month. 1226 Lenox Ave.: [1334, 1288, 1507, 1322]
classified-ad: 5TH AVE., 2151—Walking children to board, motherly care, health permit. Ground floor south side.: [599, 1730, 772, 1764]
classified-ad: NEATLY furnished, six rooms, private steam, $40 per month, very cheap, owner leaving city. Call after 5 evenings. 271 W. 140th street, Apt. 3.: [783, 1008, 956, 1052]
classified-ad: 7TH AVE., 2156—8 rooms, $60. Apply J. Meenan, Inc.: [1517, 118, 1692, 140]
classified-ad: NEATLY furnished room; respectable business people only. Prospect 9652.: [415, 590, 589, 612]
classified-ad: MANHATTAN AVE., 462 (cor. 118th St.)—Furnished rooms for respectable light colored; airy, light, privileges; moderate rent. Call after 6 P. M. Mitchell. Aug. 1-2t: [48, 511, 221, 567]
classified-ad: 118TH ST., 14-16 W.—Four, five rooms, all improvements, rents reasonable. Inquire Janitor.: [966, 596, 1140, 630]
classified-ad: 141ST ST., 145 W. (Apt. 61)—Will board little girls; Christian home. Write, call. Mrs. Thomas.: [599, 1371, 772, 1405]
classified-ad: JANITOR—Take care 2 houses, part rent, 5-room apartment; improvements, except steam. Rex Realty Company, 261 W. 125th St.: [599, 893, 772, 938]
section-heading: WANTED: [599, 99, 771, 116]
classified-ad: PRIVATE house, furnished, unfurnished, all parts, near 138th St.; very reasonable, for sale or rent. Cheap prices, two houses. Green, 131 West 127th St. Cathedral 5103.: [415, 1205, 589, 1261]
classified-ad: 131ST ST. (7th Ave.)—10 rooms, bath; rent $125. Call 150 W. 131st St. Walker. Brad. 3677. Suite 10.: [783, 1319, 956, 1353]
classified-ad: 113TH ST., 10 W., 45 West 114th St. and 55 West 112th St.—5, 6 rooms, bath, improvements. July 25-2t: [783, 2004, 956, 2038]
classified-ad: 3D AVE., 881 (near 53d St. "L" station)—Three large, light, outside rooms, newly decorated, new bath; $28 per month. Janitor.: [1150, 1640, 1323, 1685]
classified-ad: CHILDREN boarded weekly; country homes; mother's care. For particulars write Mrs. Banks, P. O. Box 136, Vaux Hall, New Jersey.: [599, 1468, 772, 1513]
classified-ad: THREE room apartment, furnished, account of sickness, rent reasonable. Call evenings. Brad. 5829.: [783, 902, 956, 935]
classified-ad: BARGAIN—Private house, size twenty by one hundred, eleven rooms, two baths, three toilets, two kitchens, running hot and cold cold water in all rooms, fully choice location, fine block, hot water system, all improvements. Price $22,500. Cash $4,000; principals only. Call Bradhurst 4485.: [783, 644, 956, 745]
classified-ad: HOME for boy, girl or baby, reasonable price, Miss. E. Johnson, 123 St. Ann's avenue, Bronx.: [599, 1695, 772, 1728]
classified-ad: CLIFTON PL.—4 large rooms, modern improvements, price $50. Jordan, Phone Decatur 5967.: [1334, 1873, 1507, 1907]
classified-ad: LARGE front room furnished to let, 7th Ave. Phone Audubon 3934. July 25-2t: [231, 177, 405, 210]
classified-ad: GRAB THIS—MINIATURE ESTATE intimate Atlantic City, Main Highway, 8 room bungalow, sun parlor, steam, all improvements; large chicken house, corner store, fruit groves, garden; beauty in abundance. Furniture included. Price $6,500; terms. Write Clyde Gaines, 543 Jackson avenue, Jersey City, N. J.: [783, 1055, 956, 1156]
classified-ad: ST. NICHOLAS AVE., 766—Beautiful apartment (1st floor), private rent, private house. July 25-2t: [1150, 1520, 1323, 1554]
classified-ad: 3 AND 4 rooms, newly decorated, steam heat, electric, bath, hot water, between Park and Lexington, 1st and 15th. Harlem 3123.: [1334, 1205, 1507, 1249]
classified-ad: FOUR York Health — Four rooms, steam living in each room; five rooms $15 and up. 3131 Villa Ave.: [1334, 1610, 1507, 1644]
classified-ad: 133D ST., 45 W.—Poro hairdresser with diploma to manage shop. Drayton's Laundry.: [599, 579, 772, 613]
classified-ad: 137TH ST., 60 W.—Beautiful private houses for sale or lease. Rent $125 monthly. Sale $1,000 cash. Inquire Dennis Edwards. Harlem 1212.: [415, 1548, 589, 1593]
classified-ad: DOWNING ST., 14—Furnished room to let. Inquire. July 25-2t: [231, 1029, 405, 1052]
classified-ad: PUTNAM AVE., 320—Large room, for gentleman or couple; call after four. All day Saturday and Sunday. July 25-2t: [231, 1986, 405, 2031]
classified-ad: CARLTON AVE., 489—Large, neatly furnished kitchenette room, suitable for business couple. July 25-2t: [231, 775, 405, 808]
section-heading: FURNISHED ROOMS: [48, 99, 220, 116]
classified-ad: ST. NICHOLAS AVE., 747—Large, light kitchenette rooms, furnished or unfurnished, all conveniences, steam heated. July 18-4t: [48, 570, 221, 615]
classified-ad: WAVERLY AVE., 474—Furnished rooms, all improvements, large and small. Aug. 1-2t: [415, 554, 589, 587]
classified-ad: BOROUGH HALL SECTION—New apartments, 3 rooms, all improvements, $28 to $32. Apply H. Ingersoll 7519. Aug. 1-2t: [1334, 1790, 1507, 1834]
classified-ad: ST. NICHOLAS AVE., 695 (145th St.) (Sullivan Arms)—6-7-8, all outside rooms, redecorated; elevator apartment. Bradhurst 4767.: [1150, 1331, 1323, 1376]
classified-ad: 132D ST., 252 W.—5 large light, airy rooms, all improvements, low rent, reasonable, steam heat, hot water supply. Apply Janitor.: [966, 1952, 1140, 1998]
classified-ad: QUINCY ST., 450—Nice rooms to let, reasonable rates. July 25-4t: [415, 168, 589, 191]
classified-ad: CLIFTON PL., 264—Nicely furnished rooms, large and small, with kitchen privilege. Phone Decatur 6770. July 25: [231, 692, 405, 736]
classified-ad: 124TH ST., 228 W.—Three and four-room apartments and store to let; all improvements. Apply Jennings. Monument 7935.: [966, 1196, 1140, 1241]
classified-ad: SPENCER PL., 19—Large room and kitchen. Phone Sterling 5553.: [415, 397, 589, 419]
classified-ad: 112TH ST., 16 W.—High-class apartments, 6 rooms and bath, steam heat, hot water, electric; ideal location; $50 and $55. July 11-4t: [783, 1865, 956, 1910]
classified-ad: MRS. GARRETT'S home for children, taken day or week. 16 West 136th St., ground floor.: [599, 1982, 772, 2015]
classified-ad: LENOX AVE., 592 (Apt. 15)—Room for rent, entrance on 140th St.: [48, 226, 221, 249]
classified-ad: 121ST ST., 223 W.—5 rooms, all private, moderate rent.: [966, 884, 1140, 906]
classified-ad: 167TH ST., 350 E.—High-class apartment for rent, 4 and 5 rooms. Apply Janitor.: [1150, 923, 1323, 957]
classified-ad: 133D ST., 114 W.—Six rooms, all improvements; low rent. Inquire.: [1150, 118, 1323, 140]
classified-ad: ROOMS to let, parlor and back floor, basement, and small room, 69 W. 126th St. July 25-2t: [415, 954, 589, 988]
classified-ad: 140TH ST., 231 W.—Pocketbook, Passport, tickets; person finding it please return; reward. 1 flight, East. Aug. 1-2t: [415, 1664, 589, 1708]
classified-ad: 8TH AVE., 2704—3 nice furnished rooms; up-to-date furniture, bath, hot water connection; $11 week. Janitor.: [1334, 402, 1507, 436]
classified-ad: 129TH ST., 155 W.—Apartments, 2d and 3d floor, reasonable to colored, all improvements. Apply Janitor.: [966, 1573, 1140, 1606]
classified-ad: ST. NICHOLAS AVE., 8 (Apt. 7)—Neatly furnished room, private; gentleman preferred. Call any time.: [48, 1129, 221, 1162]
classified-ad: TWO boys, 7 years or over, mother's care in private cottage; health permit. Phone Havemeyer 1772. 3417 107th street, Corona, N. Y.: [599, 1792, 772, 1837]
classified-ad: THREE, 4, 5, 6 room apartments for rent. All large, light and strictly private; select neighborhood; all modern improvements; tiled bathrooms, tubs and showers; 219-229 W. 138th St. Rents reasonable. Apply Supt. on premises or Everett Edmund, 69 W. 138th St., telephone Bradhurst 5874. July 11-tf: [1334, 744, 1507, 844]
classified-ad: SIX-ROOM apartment; all improvements; newly decorated; rent reasonable. 77 West 127th St. Apt. 6-W. Leary.: [1334, 909, 1507, 953]
classified-ad: 123D ST., 222 W.—3 rooms, all private, every convenience, steam heat, electricity, hot water, all improvements; rent $25. Telephone Monument 5214, or Janitor.: [966, 1090, 1140, 1146]
classified-ad: ST. NICHOLAS AVE., 695 (Apt. 21; corner 145th St.)—A furnished room to let. Brooks.: [48, 785, 221, 818]
classified-ad: 129TH ST., 133 W. (5th fl. east side)—Esele White's splendid home for parents and children if necessary, large and small rooms, large yard, $10.: [599, 1924, 772, 1979]
classified-ad: 96TH ST., 54 W.—For colored tenants; large 3, 4-room apartments; all improvements; reasonable. Apply Janitor.: [783, 1496, 956, 1541]
classified-ad: 133D ST., 203 W.—Seven rooms, 100 per cent private, newly painted, paneled walls, large rooms.: [1150, 285, 1323, 319]
classified-ad: ST. NICHOLAS AVE., 424, main floor)—Large private room, to refined working people; man and wife; no objection to children; $8.00; small cozy room to lady, $3; homelike privileges. Call all week. Simpson.: [48, 869, 221, 936]
